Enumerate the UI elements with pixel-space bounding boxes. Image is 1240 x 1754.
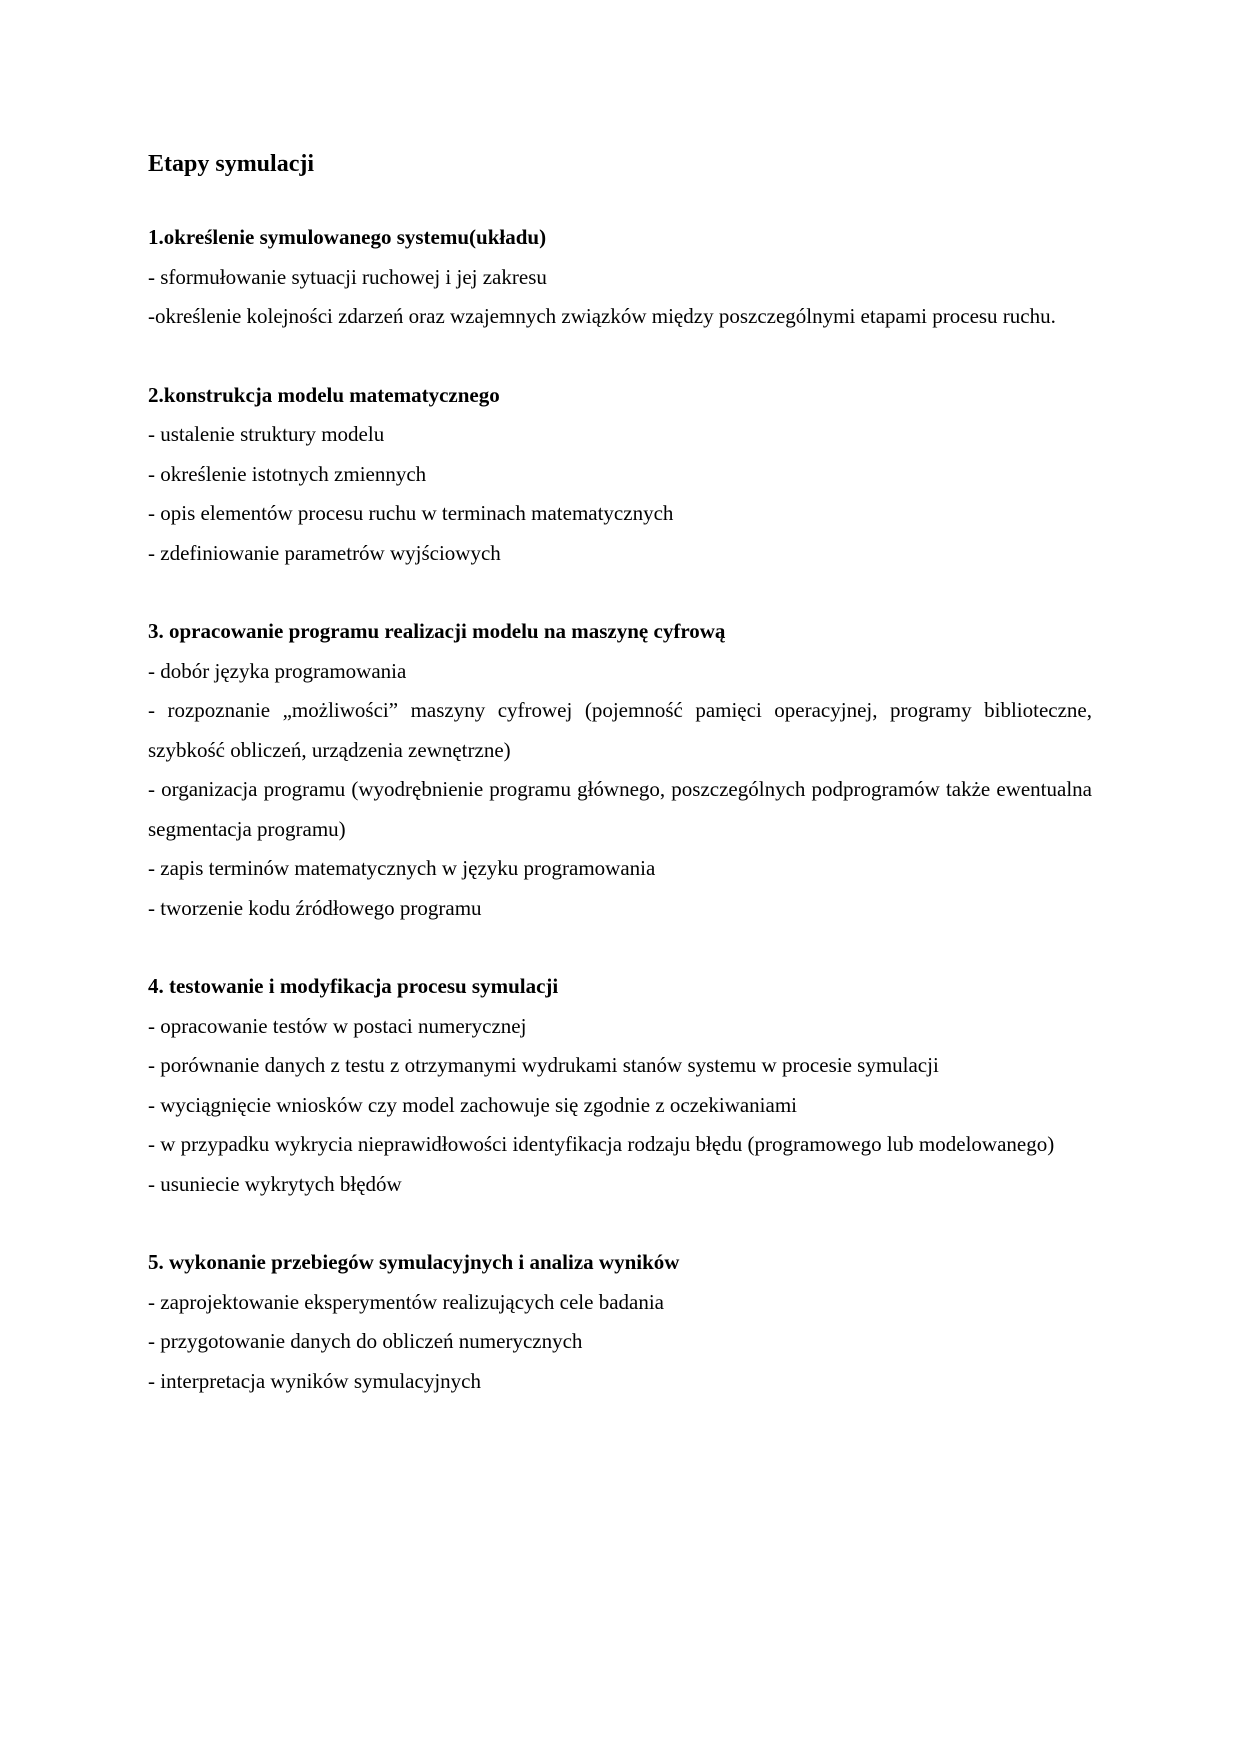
- list-item: - interpretacja wyników symulacyjnych: [148, 1368, 481, 1393]
- list-item: - w przypadku wykrycia nieprawidłowości identyfikacja rodzaju błędu (programowego lub modelowanego): [148, 1132, 1055, 1156]
- list-item: - zaprojektowanie eksperymentów realizujących cele badania: [148, 1289, 664, 1314]
- list-item: - tworzenie kodu źródłowego programu: [148, 895, 482, 920]
- list-item: - opracowanie testów w postaci numerycznej: [148, 1013, 527, 1038]
- list-item: - organizacja programu (wyodrębnienie programu głównego, poszczególnych podprogramów także ewentualna segmentacja programu): [148, 777, 1092, 841]
- list-item: - wyciągnięcie wniosków czy model zachowuje się zgodnie z oczekiwaniami: [148, 1092, 798, 1117]
- list-item: - porównanie danych z testu z otrzymanymi wydrukami stanów systemu w procesie symulacji: [148, 1053, 939, 1077]
- document-page: [148, 148, 1092, 1440]
- list-item: - przygotowanie danych do obliczeń numerycznych: [148, 1329, 583, 1353]
- section-heading: 1.określenie symulowanego systemu(układu): [148, 225, 547, 249]
- section-heading: 5. wykonanie przebiegów symulacyjnych i analiza wyników: [148, 1250, 680, 1274]
- list-item: - opis elementów procesu ruchu w terminach matematycznych: [148, 501, 674, 525]
- list-item: - sformułowanie sytuacji ruchowej i jej zakresu: [148, 264, 547, 289]
- section-heading: 3. opracowanie programu realizacji modelu na maszynę cyfrową: [148, 619, 726, 643]
- list-item: - zdefiniowanie parametrów wyjściowych: [148, 540, 501, 565]
- list-item: - ustalenie struktury modelu: [148, 422, 385, 446]
- section-1: [148, 218, 1092, 337]
- list-item: - dobór języka programowania: [148, 658, 407, 683]
- section-2: [148, 376, 1092, 574]
- list-item: -określenie kolejności zdarzeń oraz wzajemnych związków między poszczególnymi etapami procesu ruchu.: [148, 304, 1056, 328]
- section-5: [148, 1243, 1092, 1401]
- section-4: [148, 967, 1092, 1204]
- section-heading: 4. testowanie i modyfikacja procesu symulacji: [148, 974, 559, 998]
- list-item: - usuniecie wykrytych błędów: [148, 1171, 402, 1196]
- list-item: - zapis terminów matematycznych w języku programowania: [148, 856, 656, 880]
- list-item: - rozpoznanie „możliwości” maszyny cyfrowej (pojemność pamięci operacyjnej, programy biblioteczne, szybkość obliczeń, urządzenia zewnętrzne): [148, 698, 1092, 762]
- document-title: Etapy symulacji: [148, 151, 315, 177]
- section-3: [148, 612, 1092, 928]
- section-heading: 2.konstrukcja modelu matematycznego: [148, 382, 500, 407]
- list-item: - określenie istotnych zmiennych: [148, 461, 427, 486]
